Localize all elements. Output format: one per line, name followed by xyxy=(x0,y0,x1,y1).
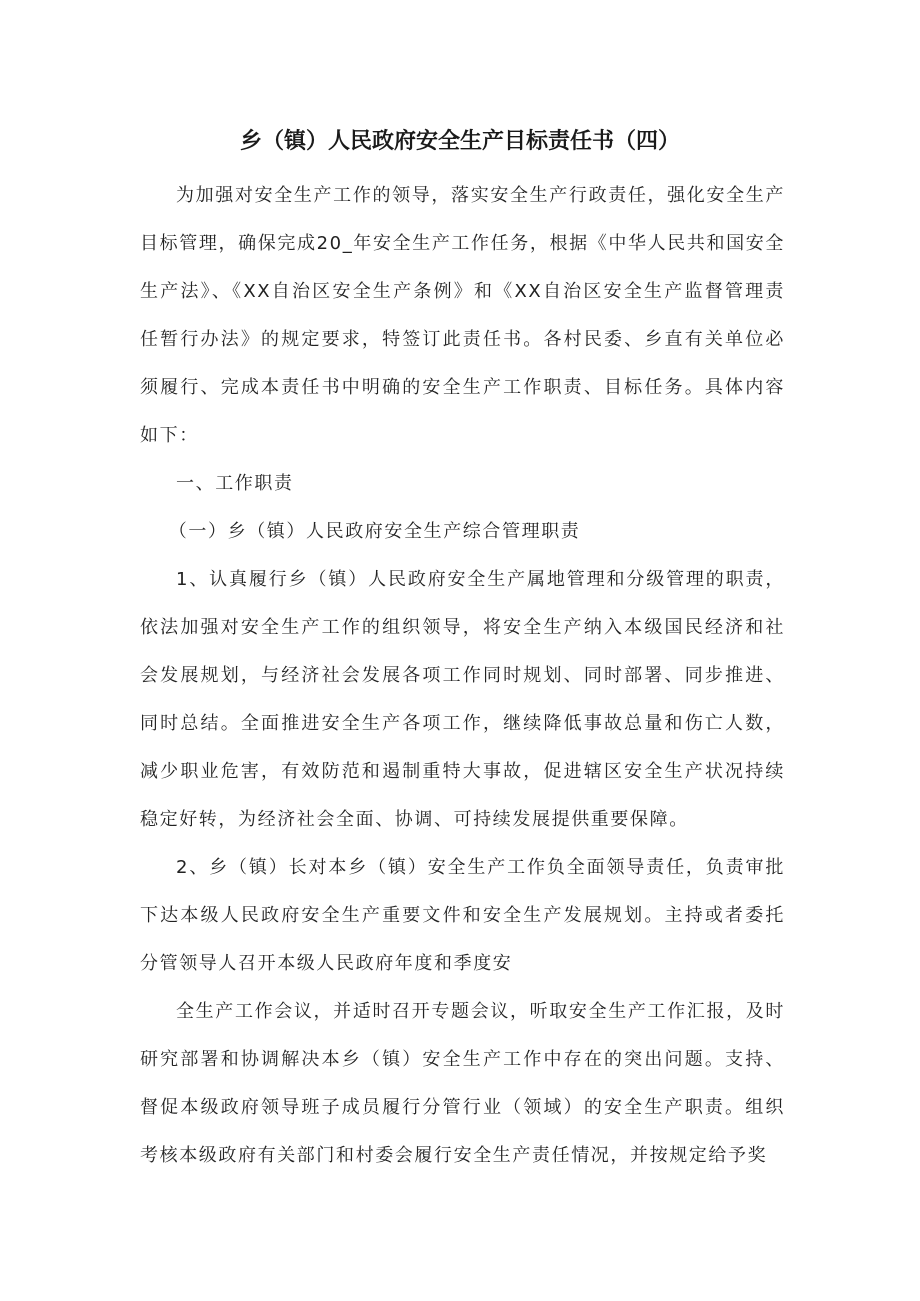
item-1-paragraph: 1、认真履行乡（镇）人民政府安全生产属地管理和分级管理的职责，依法加强对安全生产工作的组织领导，将安全生产纳入本级国民经济和社会发展规划，与经济社会发展各项工作同时规划、同时部署、同步推进、同时总结。全面推进安全生产各项工作，继续降低事故总量和伤亡人数，减少职业危害，有效防范和遏制重特大事故，促进辖区安全生产状况持续稳定好转，为经济社会全面、协调、可持续发展提供重要保障。 xyxy=(140,569,785,830)
continuation-paragraph: 全生产工作会议，并适时召开专题会议，听取安全生产工作汇报，及时研究部署和协调解决本乡（镇）安全生产工作中存在的突出问题。支持、督促本级政府领导班子成员履行分管行业（领域）的安全生产职责。组织考核本级政府有关部门和村委会履行安全生产责任情况，并按规定给予奖 xyxy=(140,1001,785,1166)
document-title: 乡（镇）人民政府安全生产目标责任书（四） xyxy=(239,129,680,154)
document-body xyxy=(140,172,785,1180)
section-heading-work-duties: 一、工作职责 xyxy=(176,473,294,494)
item-2-paragraph: 2、乡（镇）长对本乡（镇）安全生产工作负全面领导责任，负责审批下达本级人民政府安全生产重要文件和安全生产发展规划。主持或者委托分管领导人召开本级人民政府年度和季度安 xyxy=(140,857,785,974)
subsection-heading-management-duties: （一）乡（镇）人民政府安全生产综合管理职责 xyxy=(168,521,581,542)
intro-paragraph: 为加强对安全生产工作的领导，落实安全生产行政责任，强化安全生产目标管理，确保完成20_年安全生产工作任务，根据《中华人民共和国安全生产法》、《XX自治区安全生产条例》和《XX自治区安全生产监督管理责任暂行办法》的规定要求，特签订此责任书。各村民委、乡直有关单位必须履行、完成本责任书中明确的安全生产工作职责、目标任务。具体内容如下： xyxy=(140,185,785,446)
